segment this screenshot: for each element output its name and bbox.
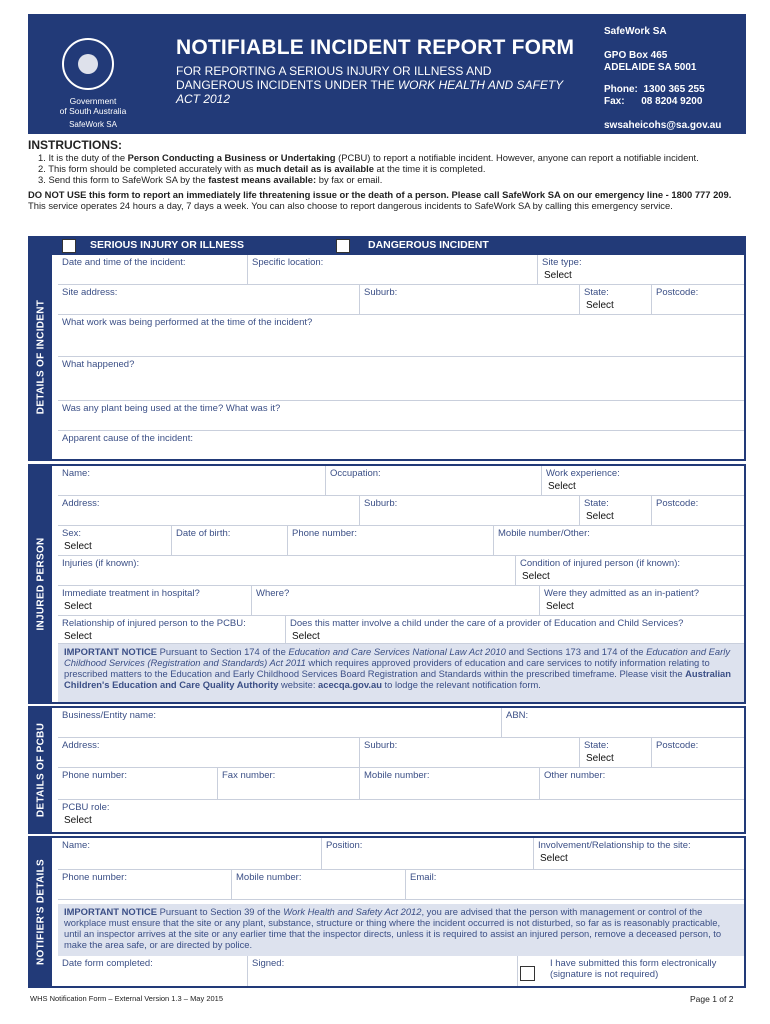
signed-field[interactable]: Signed: xyxy=(248,956,518,986)
instructions-heading: INSTRUCTIONS: xyxy=(28,138,122,152)
pcbu-mobile-field[interactable]: Mobile number: xyxy=(360,768,540,800)
plant-field[interactable]: Was any plant being used at the time? What was it? xyxy=(58,401,744,431)
pcbu-section xyxy=(28,706,746,834)
notifier-section xyxy=(28,836,746,988)
incident-section xyxy=(28,255,746,461)
incident-location-field[interactable]: Specific location: xyxy=(248,255,538,285)
pcbu-suburb-field[interactable]: Suburb: xyxy=(360,738,580,768)
government-logo xyxy=(28,14,158,134)
pcbu-role-select[interactable]: PCBU role: Select xyxy=(58,800,744,832)
submitted-checkbox[interactable] xyxy=(520,966,535,981)
page-number: Page 1 of 2 xyxy=(690,994,734,1004)
notifier-mobile-field[interactable]: Mobile number: xyxy=(232,870,406,900)
contact-addr1: GPO Box 465 xyxy=(604,50,668,61)
emergency-warning: DO NOT USE this form to report an immediately life threatening issue or the death of a person. Please call SafeWork SA on our emergency line - 1800 777 209. This service operates 24 hours a day, 7 days a week. You can also choose to report dangerous incidents to SafeWork SA by calling this emergency service. xyxy=(28,189,732,211)
admitted-select[interactable]: Were they admitted as an in-patient? Select xyxy=(540,586,744,616)
injured-name-field[interactable]: Name: xyxy=(58,466,326,496)
instruction-item: 3. Send this form to SafeWork SA by the fastest means available: by fax or email. xyxy=(38,174,383,185)
cause-field[interactable]: Apparent cause of the incident: xyxy=(58,431,744,459)
education-notice: IMPORTANT NOTICE Pursuant to Section 174 of the Education and Care Services National Law Act 2010 and Sections 173 and 174 of the Education and Early Childhood Services (Registration and Standards) Act 2011 which requires approved providers of education and care services to notify information relating to prescribed matters to the Education and Early Childhood Services Board Registration and Standards within the prescribed timeframe. Please visit the Australian Children's Education and Care Quality Authority website: acecqa.gov.au to lodge the relevant notification form. xyxy=(58,644,744,702)
date-completed-field[interactable]: Date form completed: xyxy=(58,956,248,986)
pcbu-sidebar: DETAILS OF PCBU xyxy=(30,708,52,832)
site-suburb-field[interactable]: Suburb: xyxy=(360,285,580,315)
injured-sidebar: INJURED PERSON xyxy=(30,466,52,702)
form-subtitle: FOR REPORTING A SERIOUS INJURY OR ILLNESS AND DANGEROUS INCIDENTS UNDER THE WORK HEALTH AND SAFETY ACT 2012 xyxy=(176,64,563,106)
injured-phone-field[interactable]: Phone number: xyxy=(288,526,494,556)
site-state-select[interactable]: State: Select xyxy=(580,285,652,315)
pcbu-phone-field[interactable]: Phone number: xyxy=(58,768,218,800)
incident-type-bar xyxy=(28,236,746,256)
instruction-item: 1. It is the duty of the Person Conducting a Business or Undertaking (PCBU) to report a notifiable incident. However, anyone can report a notifiable incident. xyxy=(38,152,699,163)
contact-block xyxy=(604,26,744,132)
work-performed-field[interactable]: What work was being performed at the time of the incident? xyxy=(58,315,744,357)
injured-address-field[interactable]: Address: xyxy=(58,496,360,526)
notifier-name-field[interactable]: Name: xyxy=(58,838,322,870)
where-field[interactable]: Where? xyxy=(252,586,540,616)
wha-notice: IMPORTANT NOTICE Pursuant to Section 39 of the Work Health and Safety Act 2012, you are advised that the person with management or control of the workplace must ensure that the site or any plant, substance, structure or thing where the incident occurred is not disturbed, so far as is reasonably practicable, until an inspector arrives at the site or any earlier time that the inspector directs, unless it is required to assist an injured person, remove a deceased person, to make the area safe, or are directed by police. xyxy=(58,904,744,956)
serious-injury-checkbox[interactable] xyxy=(62,239,76,253)
gov-line1: Government xyxy=(69,96,117,106)
site-type-select[interactable]: Site type: Select xyxy=(538,255,744,285)
sex-select[interactable]: Sex: Select xyxy=(58,526,172,556)
child-care-select[interactable]: Does this matter involve a child under the care of a provider of Education and Child Services? Select xyxy=(286,616,744,644)
submitted-label: I have submitted this form electronically (signature is not required) xyxy=(550,958,717,980)
pcbu-address-field[interactable]: Address: xyxy=(58,738,360,768)
dangerous-incident-checkbox[interactable] xyxy=(336,239,350,253)
form-header xyxy=(28,14,746,134)
involvement-select[interactable]: Involvement/Relationship to the site: Select xyxy=(534,838,744,870)
pcbu-postcode-field[interactable]: Postcode: xyxy=(652,738,744,768)
injured-section xyxy=(28,464,746,704)
incident-sidebar: DETAILS OF INCIDENT xyxy=(30,255,52,459)
pcbu-fax-field[interactable]: Fax number: xyxy=(218,768,360,800)
contact-fax: Fax: 08 8204 9200 xyxy=(604,96,703,107)
injured-state-select[interactable]: State: Select xyxy=(580,496,652,526)
pcbu-state-select[interactable]: State: Select xyxy=(580,738,652,768)
pcbu-other-field[interactable]: Other number: xyxy=(540,768,744,800)
site-postcode-field[interactable]: Postcode: xyxy=(652,285,744,315)
relationship-select[interactable]: Relationship of injured person to the PCBU: Select xyxy=(58,616,286,644)
business-name-field[interactable]: Business/Entity name: xyxy=(58,708,502,738)
instruction-item: 2. This form should be completed accurately with as much detail as is available at the time it is completed. xyxy=(38,163,486,174)
contact-addr2: ADELAIDE SA 5001 xyxy=(604,62,697,73)
injured-occupation-field[interactable]: Occupation: xyxy=(326,466,542,496)
incident-datetime-field[interactable]: Date and time of the incident: xyxy=(58,255,248,285)
serious-injury-label: SERIOUS INJURY OR ILLNESS xyxy=(90,239,245,251)
work-experience-select[interactable]: Work experience: Select xyxy=(542,466,744,496)
treatment-select[interactable]: Immediate treatment in hospital? Select xyxy=(58,586,252,616)
footer-version: WHS Notification Form – External Version 1.3 – May 2015 xyxy=(30,994,224,1003)
instructions xyxy=(28,138,746,211)
page-title: NOTIFIABLE INCIDENT REPORT FORM xyxy=(176,36,575,59)
notifier-position-field[interactable]: Position: xyxy=(322,838,534,870)
sa-crest-icon xyxy=(62,38,114,90)
contact-email[interactable]: swsaheicohs@sa.gov.au xyxy=(604,120,722,131)
contact-phone: Phone: 1300 365 255 xyxy=(604,84,705,95)
gov-line2: of South Australia xyxy=(59,106,127,116)
dangerous-incident-label: DANGEROUS INCIDENT xyxy=(368,239,489,251)
injured-mobile-field[interactable]: Mobile number/Other: xyxy=(494,526,744,556)
injured-postcode-field[interactable]: Postcode: xyxy=(652,496,744,526)
gov-agency: SafeWork SA xyxy=(69,120,117,129)
submitted-electronically xyxy=(518,956,744,986)
dob-field[interactable]: Date of birth: xyxy=(172,526,288,556)
site-address-field[interactable]: Site address: xyxy=(58,285,360,315)
notifier-sidebar: NOTIFIER'S DETAILS xyxy=(30,838,52,986)
condition-select[interactable]: Condition of injured person (if known): Select xyxy=(516,556,744,586)
notifier-phone-field[interactable]: Phone number: xyxy=(58,870,232,900)
injuries-field[interactable]: Injuries (if known): xyxy=(58,556,516,586)
abn-field[interactable]: ABN: xyxy=(502,708,744,738)
notifier-email-field[interactable]: Email: xyxy=(406,870,744,900)
what-happened-field[interactable]: What happened? xyxy=(58,357,744,401)
injured-suburb-field[interactable]: Suburb: xyxy=(360,496,580,526)
contact-org: SafeWork SA xyxy=(604,26,667,37)
